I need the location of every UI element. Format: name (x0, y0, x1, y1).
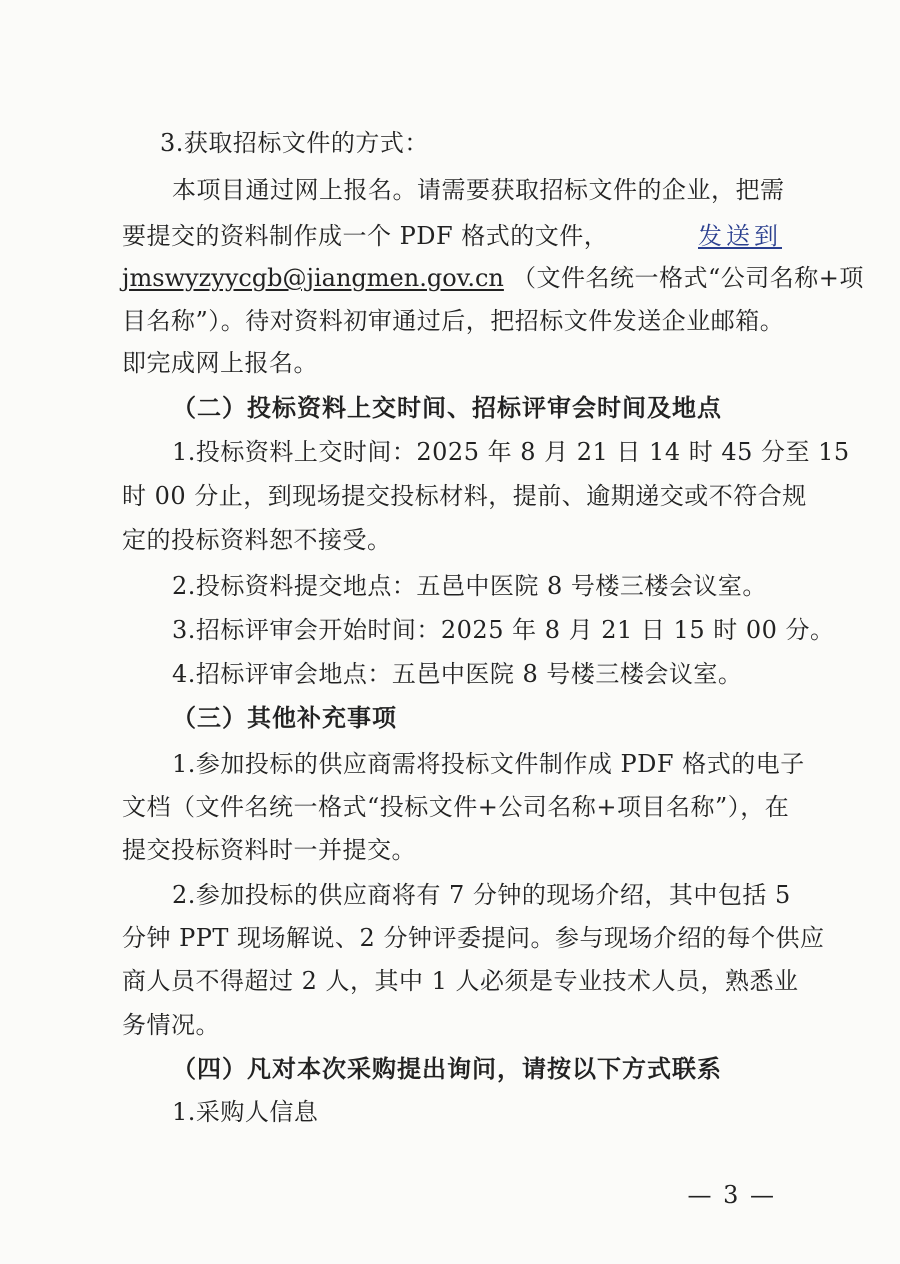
method-paragraph-line-2 (122, 221, 782, 251)
filename-format-text: （文件名统一格式“公司名称+项 (512, 264, 864, 292)
email-link[interactable]: jmswyzyycgb@jiangmen.gov.cn (122, 264, 504, 292)
method-paragraph-line-4: 目名称”）。待对资料初审通过后，把招标文件发送企业邮箱。 (122, 307, 785, 335)
s2-item1-line-3: 定的投标资料恕不接受。 (122, 526, 392, 554)
s3-item1-line-2: 文档（文件名统一格式“投标文件+公司名称+项目名称”），在 (122, 793, 790, 821)
s3-item2-line-3: 商人员不得超过 2 人，其中 1 人必须是专业技术人员，熟悉业 (122, 967, 799, 995)
s3-item2-line-1: 2.参加投标的供应商将有 7 分钟的现场介绍，其中包括 5 (172, 881, 791, 909)
method-paragraph-line-3 (122, 263, 864, 293)
s2-item3: 3.招标评审会开始时间：2025 年 8 月 21 日 15 时 00 分。 (172, 616, 835, 644)
s2-item1-line-1: 1.投标资料上交时间：2025 年 8 月 21 日 14 时 45 分至 15 (172, 438, 850, 466)
method-text-pdf: 要提交的资料制作成一个 PDF 格式的文件， (122, 222, 609, 250)
s3-item1-line-1: 1.参加投标的供应商需将投标文件制作成 PDF 格式的电子 (172, 750, 805, 778)
s2-item2: 2.投标资料提交地点：五邑中医院 8 号楼三楼会议室。 (172, 572, 767, 600)
send-to-link[interactable]: 发送到 (698, 222, 782, 250)
page-number: — 3 — (687, 1181, 776, 1209)
section-3-heading: （三）其他补充事项 (172, 704, 397, 732)
s3-item2-line-2: 分钟 PPT 现场解说、2 分钟评委提问。参与现场介绍的每个供应 (122, 924, 825, 952)
section-4-heading: （四）凡对本次采购提出询问，请按以下方式联系 (172, 1055, 722, 1083)
s3-item2-line-4: 务情况。 (122, 1011, 220, 1039)
method-paragraph-line-1: 本项目通过网上报名。请需要获取招标文件的企业，把需 (172, 176, 785, 204)
method-paragraph-line-5: 即完成网上报名。 (122, 349, 318, 377)
method-title: 3.获取招标文件的方式： (160, 129, 429, 157)
s2-item4: 4.招标评审会地点：五邑中医院 8 号楼三楼会议室。 (172, 660, 743, 688)
s3-item1-line-3: 提交投标资料时一并提交。 (122, 836, 416, 864)
s4-item1: 1.采购人信息 (172, 1098, 319, 1126)
s2-item1-line-2: 时 00 分止，到现场提交投标材料，提前、逾期递交或不符合规 (122, 482, 807, 510)
section-2-heading: （二）投标资料上交时间、招标评审会时间及地点 (172, 394, 722, 422)
